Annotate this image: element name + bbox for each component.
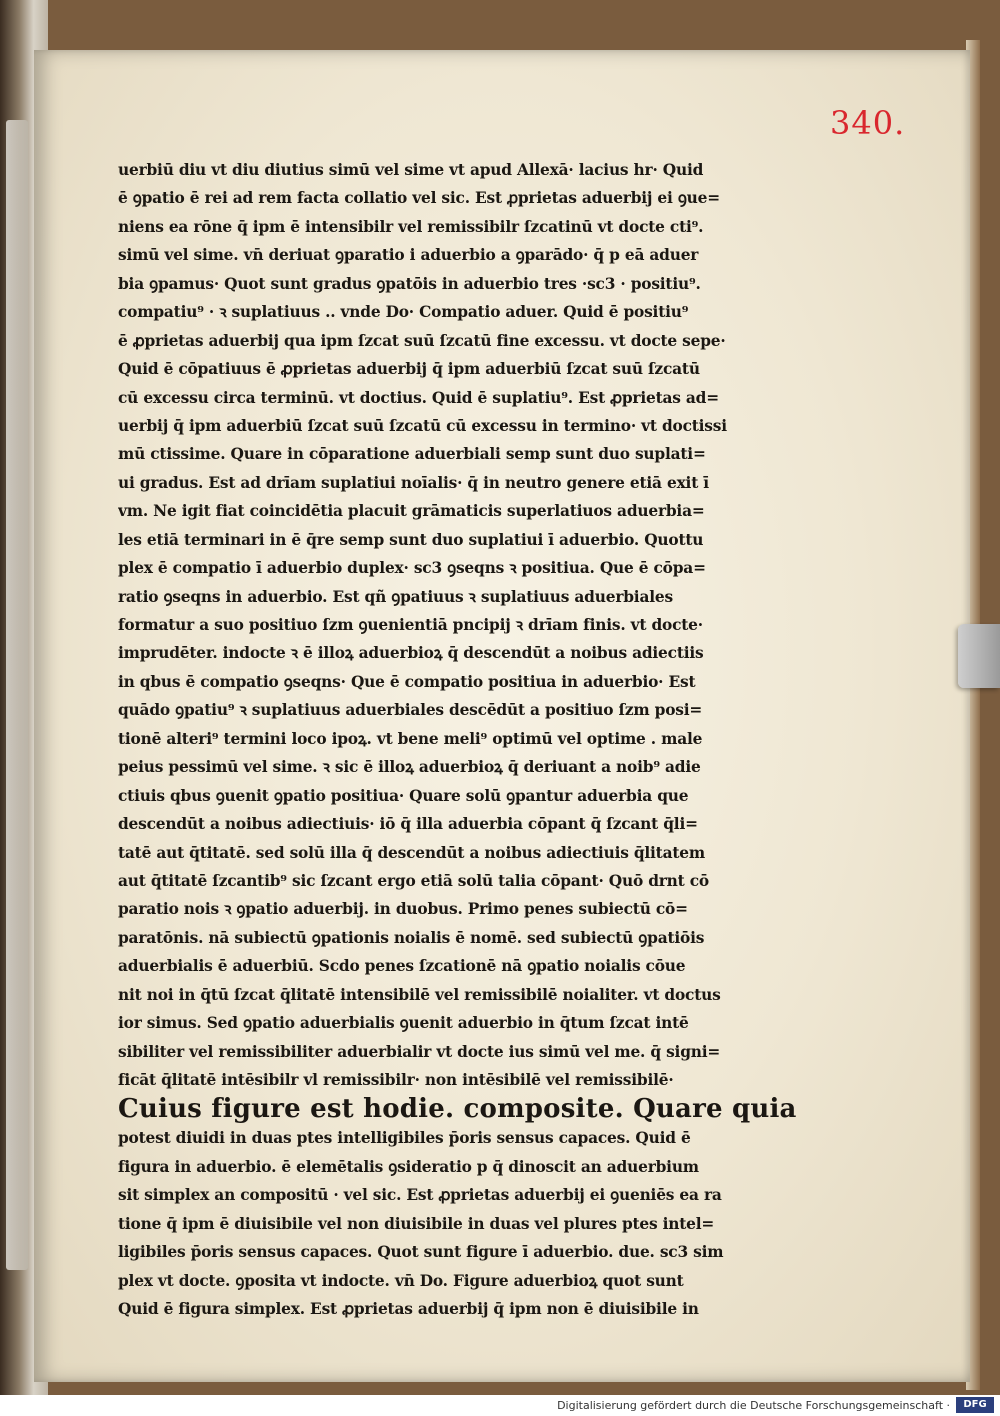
text-line: paratōnis. nā subiectū ꝯpationis noialis ē nomē. sed subiectū ꝯpatiōis [118, 928, 705, 947]
text-line: nit noi in q̄tū ſzcat q̄litatē intensibilē vel remissibilē noialiter. vt doctus [118, 985, 721, 1004]
text-line: uerbij q̄ ipm aduerbiū ſzcat suū ſzcatū cū excessu in termino· vt doctissi [118, 416, 727, 435]
text-line: cū excessu circa terminū. vt doctius. Quid ē suplatiu⁹. Est ꝓprietas ad= [118, 388, 719, 407]
text-line: tionē alteri⁹ termini loco ipoꝝ. vt bene meli⁹ optimū vel optime . male [118, 729, 703, 748]
facing-page-edge [6, 120, 28, 1270]
text-line: ē ꝯpatio ē rei ad rem facta collatio vel sic. Est ꝓprietas aduerbij ei ꝯue= [118, 189, 720, 208]
text-line: quādo ꝯpatiu⁹ ꝛ suplatiuus aduerbiales descēdūt a positiuo ſzm posi= [118, 701, 703, 720]
text-line: Quid ē figura simplex. Est ꝓprietas aduerbij q̄ ipm non ē diuisibile in [118, 1300, 699, 1319]
text-block [118, 156, 798, 1324]
text-line: aut q̄titatē ſzcantib⁹ sic ſzcant ergo etiā solū talia cōpant· Quō drnt cō [118, 871, 709, 890]
text-line: sit simplex an compositū · vel sic. Est ꝓprietas aduerbij ei ꝯueniēs ea ra [118, 1186, 722, 1205]
text-line: ui gradus. Est ad drīam suplatiui noīalis· q̄ in neutro genere etiā exit ī [118, 473, 709, 492]
text-line: descendūt a noibus adiectiuis· iō q̄ illa aduerbia cōpant q̄ ſzcant q̄li= [118, 815, 698, 834]
text-line: mū ctissime. Quare in cōparatione aduerbiali semp sunt duo suplati= [118, 445, 706, 464]
page-clip-tab [958, 624, 1000, 688]
dfg-logo: DFG [956, 1397, 994, 1413]
text-line: ligibiles p̄oris sensus capaces. Quot sunt figure ī aduerbio. due. sc3 sim [118, 1243, 724, 1262]
text-line: formatur a suo positiuo ſzm ꝯuenientiā pncipij ꝛ drīam finis. vt docte· [118, 616, 703, 634]
section-heading: Cuius figure est hodie. composite. Quare quia [118, 1094, 797, 1125]
text-line: figura in aduerbio. ē elemētalis ꝯsideratio p q̄ dinoscit an aduerbium [118, 1157, 699, 1176]
text-line: les etiā terminari in ē q̄re semp sunt duo suplatiui ī aduerbio. Quottu [118, 530, 704, 549]
text-line: bia ꝯpamus· Quot sunt gradus ꝯpatōis in aduerbio tres ·sc3 · positiu⁹. [118, 274, 701, 293]
text-line: aduerbialis ē aduerbiū. Scdo penes ſzcationē nā ꝯpatio noialis cōue [118, 957, 686, 976]
footer-bar [0, 1395, 1000, 1416]
text-line: niens ea rōne q̄ ipm ē intensibilr vel remissibilr ſzcatinū vt docte cti⁹. [118, 217, 704, 236]
text-line: ctiuis qbus ꝯuenit ꝯpatio positiua· Quare solū ꝯpantur aduerbia que [118, 786, 689, 805]
text-line: ficāt q̄litatē intēsibilr vl remissibilr· non intēsibilē vel remissibilē· [118, 1071, 674, 1089]
text-line: tione q̄ ipm ē diuisibile vel non diuisibile in duas vel plures ptes intel= [118, 1214, 715, 1233]
text-line: simū vel sime. vn̄ deriuat ꝯparatio i aduerbio a ꝯparādo· q̄ p eā aduer [118, 246, 699, 265]
text-line: sibiliter vel remissibiliter aduerbialir vt docte ius simū vel me. q̄ signi= [118, 1042, 721, 1061]
funding-credit: Digitalisierung gefördert durch die Deutsche Forschungsgemeinschaft · [557, 1399, 950, 1412]
folio-number: 340. [830, 104, 906, 142]
text-line: imprudēter. indocte ꝛ ē illoꝝ aduerbioꝝ q̄ descendūt a noibus adiectiis [118, 644, 704, 663]
text-line: potest diuidi in duas ptes intelligibiles p̄oris sensus capaces. Quid ē [118, 1129, 691, 1148]
text-line: ior simus. Sed ꝯpatio aduerbialis ꝯuenit aduerbio in q̄tum ſzcat intē [118, 1014, 689, 1033]
text-line: uerbiū diu vt diu diutius simū vel sime vt apud Allexā· lacius hr· Quid [118, 161, 704, 179]
text-line: in qbus ē compatio ꝯseqns· Que ē compatio positiua in aduerbio· Est [118, 672, 696, 691]
text-line: paratio nois ꝛ ꝯpatio aduerbij. in duobus. Primo penes subiectū cō= [118, 900, 688, 919]
text-line: peius pessimū vel sime. ꝛ sic ē illoꝝ aduerbioꝝ q̄ deriuant a noib⁹ adie [118, 758, 701, 777]
text-line: Quid ē cōpatiuus ē ꝓprietas aduerbij q̄ ipm aduerbiū ſzcat suū ſzcatū [118, 360, 700, 379]
text-line: plex vt docte. ꝯposita vt indocte. vn̄ Do. Figure aduerbioꝝ quot sunt [118, 1271, 684, 1290]
text-line: plex ē compatio ī aduerbio duplex· sc3 ꝯseqns ꝛ positiua. Que ē cōpa= [118, 559, 706, 578]
text-line: ratio ꝯseqns in aduerbio. Est qñ ꝯpatiuus ꝛ suplatiuus aduerbiales [118, 587, 673, 606]
text-line: vm. Ne igit fiat coincidētia placuit grāmaticis superlatiuos aduerbia= [118, 502, 705, 521]
text-line: tatē aut q̄titatē. sed solū illa q̄ descendūt a noibus adiectiuis q̄litatem [118, 843, 705, 862]
text-line: compatiu⁹ · ꝛ suplatiuus .. vnde Do· Compatio aduer. Quid ē positiu⁹ [118, 303, 689, 322]
text-line: ē ꝓprietas aduerbij qua ipm ſzcat suū ſzcatū fine excessu. vt docte sepe· [118, 331, 726, 350]
